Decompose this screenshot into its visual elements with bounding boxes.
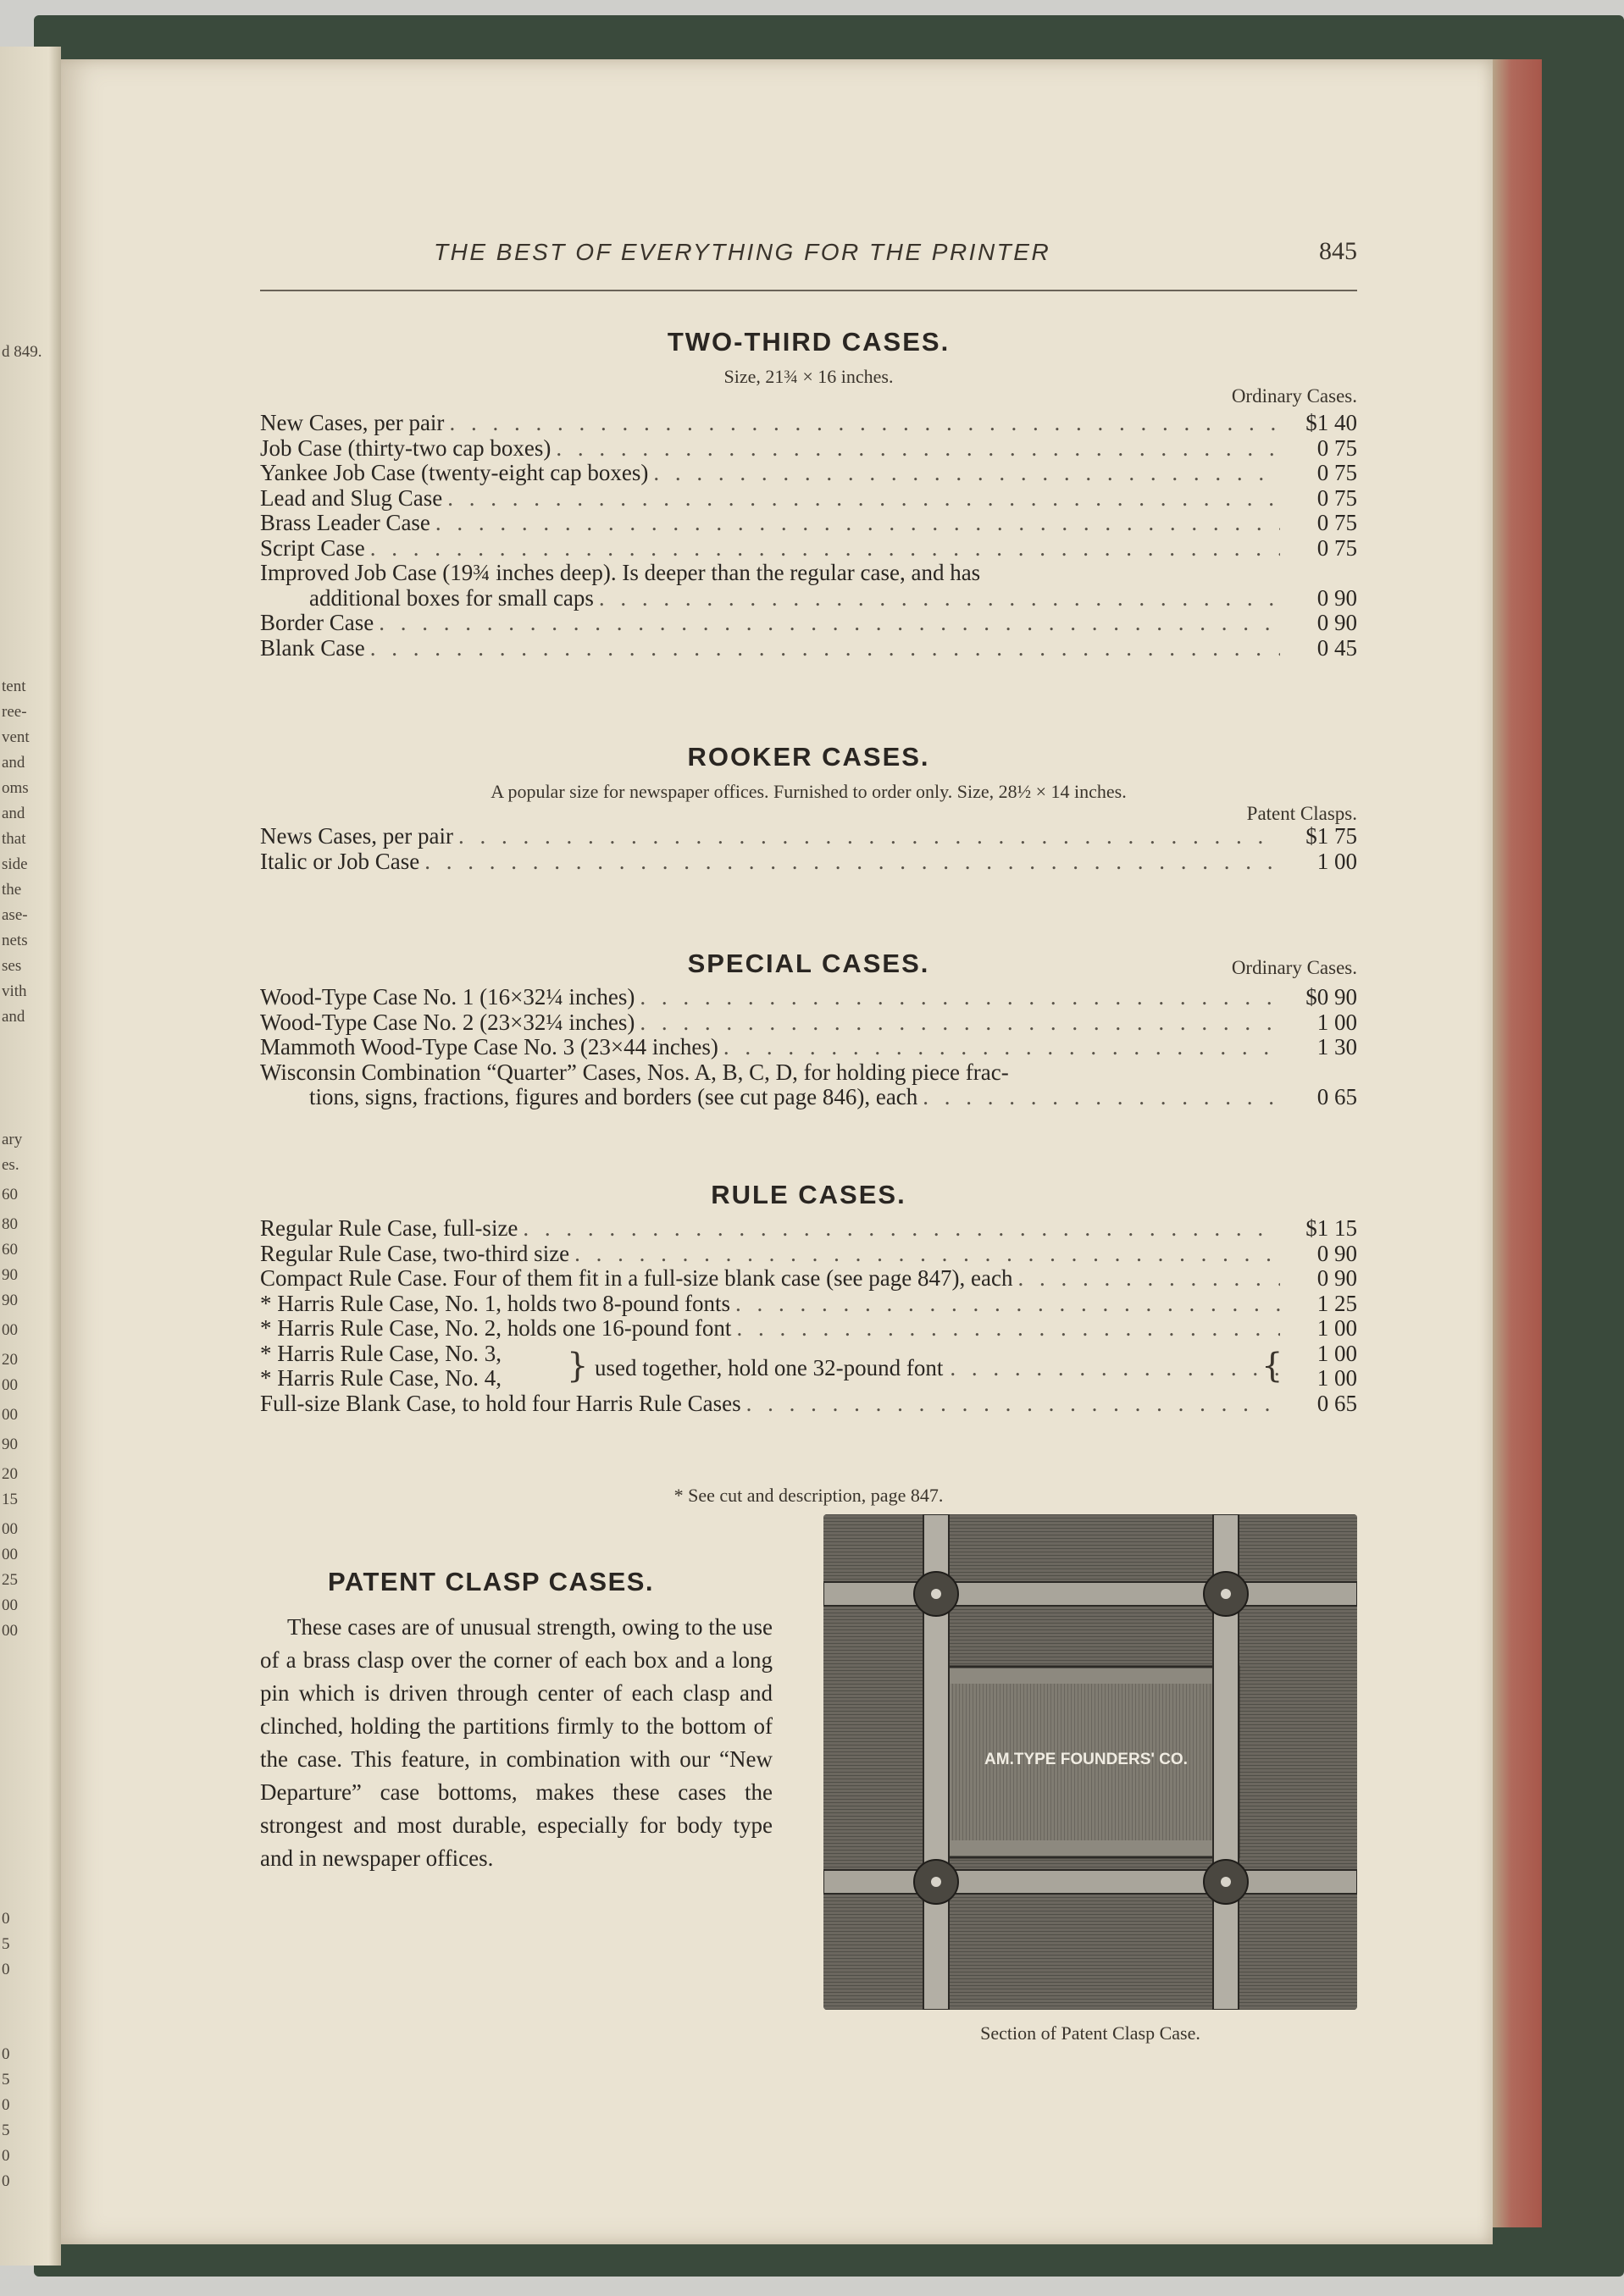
list-item	[260, 824, 1357, 849]
item-price: 0 45	[1316, 634, 1357, 661]
margin-fragment: 90	[2, 1436, 18, 1453]
item-label: additional boxes for small caps	[309, 584, 594, 611]
item-label: * Harris Rule Case, No. 4,	[260, 1365, 502, 1391]
list-item	[260, 1266, 1357, 1292]
item-label: Mammoth Wood-Type Case No. 3 (23×44 inches)	[260, 1034, 718, 1059]
list-item	[260, 461, 1357, 486]
two-third-size: Size, 21¾ × 16 inches.	[723, 366, 894, 387]
margin-fragment: vent	[2, 728, 30, 746]
item-label: Lead and Slug Case	[260, 484, 443, 511]
item-price: 1 00	[1316, 1340, 1357, 1366]
margin-fragment: 90	[2, 1292, 18, 1309]
section-title-special: SPECIAL CASES.	[687, 949, 930, 978]
book-page	[61, 59, 1493, 2244]
margin-fragment: vith	[2, 982, 27, 1000]
footnote: * See cut and description, page 847.	[673, 1485, 944, 1506]
shared-label: used together, hold one 32-pound font	[595, 1354, 944, 1380]
list-item	[260, 1242, 1357, 1267]
two-third-column-head: Ordinary Cases.	[1231, 385, 1357, 407]
margin-fragment: 20	[2, 1351, 18, 1369]
margin-fragment: ree-	[2, 703, 27, 721]
item-price: 0 75	[1316, 434, 1357, 461]
figure-label: AM.TYPE FOUNDERS' CO.	[984, 1751, 1188, 1768]
list-item	[260, 849, 1357, 875]
leader-dots	[923, 1085, 1280, 1110]
margin-fragment: 0	[2, 2172, 10, 2190]
two-third-list	[260, 411, 1357, 661]
item-label: Italic or Job Case	[260, 848, 420, 874]
leader-dots	[458, 824, 1280, 849]
item-price: 1 00	[1316, 848, 1357, 874]
item-label: Yankee Job Case (twenty-eight cap boxes)	[260, 460, 649, 485]
item-label: Compact Rule Case. Four of them fit in a full-size blank case (see page 847), each	[260, 1265, 1013, 1291]
item-label: Wood-Type Case No. 1 (16×32¼ inches)	[260, 984, 635, 1010]
item-price: 1 00	[1316, 1365, 1357, 1391]
margin-fragment: oms	[2, 779, 29, 797]
leader-dots	[599, 586, 1280, 611]
item-price: 0 65	[1316, 1084, 1357, 1109]
leader-dots	[556, 436, 1280, 462]
margin-fragment: 00	[2, 1376, 18, 1394]
margin-fragment: ses	[2, 957, 22, 975]
leader-dots	[449, 411, 1280, 436]
item-price: 0 90	[1316, 1240, 1357, 1266]
list-item	[260, 1010, 1357, 1036]
item-label: * Harris Rule Case, No. 3,	[260, 1340, 502, 1366]
rule-list	[260, 1216, 1357, 1416]
special-column-head: Ordinary Cases.	[1231, 957, 1357, 978]
margin-fragment: ase-	[2, 906, 28, 924]
item-label: Improved Job Case (19¾ inches deep). Is deeper than the regular case, and has	[260, 560, 981, 585]
margin-fragment: 00	[2, 1596, 18, 1614]
margin-fragment: 00	[2, 1321, 18, 1339]
item-label: Brass Leader Case	[260, 510, 430, 535]
leader-dots	[424, 849, 1280, 875]
margin-fragment: 5	[2, 2071, 10, 2089]
margin-fragment: 60	[2, 1186, 18, 1203]
item-price: 0 65	[1316, 1390, 1357, 1416]
margin-fragment: 00	[2, 1622, 18, 1640]
margin-fragment: and	[2, 805, 25, 822]
harris-shared-note	[595, 1355, 1285, 1381]
margin-fragment: nets	[2, 932, 28, 949]
leader-dots	[370, 636, 1280, 661]
list-item	[260, 1216, 1357, 1242]
list-item	[260, 985, 1357, 1010]
item-price: 0 90	[1316, 610, 1357, 635]
margin-fragment: d 849.	[2, 343, 42, 361]
leader-dots	[574, 1242, 1280, 1267]
leader-dots	[736, 1316, 1280, 1342]
margin-fragment: 0	[2, 2147, 10, 2165]
margin-fragment: that	[2, 830, 26, 848]
running-head	[260, 239, 1357, 291]
margin-fragment: and	[2, 1008, 25, 1026]
item-price: $1 15	[1305, 1215, 1357, 1241]
case-engraving	[823, 1514, 1357, 2010]
margin-fragment: and	[2, 754, 25, 772]
section-title-two-third: TWO-THIRD CASES.	[667, 327, 951, 357]
item-price: 1 30	[1316, 1034, 1357, 1059]
margin-fragment: side	[2, 855, 28, 873]
item-price: $1 75	[1305, 823, 1357, 849]
item-label: News Cases, per pair	[260, 823, 453, 849]
item-price: 0 90	[1316, 584, 1357, 611]
left-brace: }	[567, 1346, 589, 1386]
item-price: 0 75	[1316, 510, 1357, 535]
rooker-column-head: Patent Clasps.	[1246, 803, 1357, 824]
item-label: * Harris Rule Case, No. 2, holds one 16-pound font	[260, 1315, 732, 1341]
item-label: New Cases, per pair	[260, 410, 445, 435]
margin-fragment: 60	[2, 1241, 18, 1259]
leader-dots	[379, 611, 1280, 636]
margin-fragment: 0	[2, 1961, 10, 1978]
item-price: $1 40	[1305, 410, 1357, 435]
item-label: * Harris Rule Case, No. 1, holds two 8-pound fonts	[260, 1290, 730, 1316]
page-edge	[1491, 59, 1542, 2227]
list-item-continuation	[260, 586, 1357, 611]
list-item-continuation	[260, 1085, 1357, 1110]
leader-dots	[950, 1355, 1278, 1381]
margin-fragment: 00	[2, 1406, 18, 1424]
item-label: Job Case (thirty-two cap boxes)	[260, 434, 551, 461]
list-item	[260, 1060, 1357, 1086]
list-item	[260, 1035, 1357, 1060]
margin-fragment: the	[2, 881, 22, 899]
margin-fragment: 00	[2, 1546, 18, 1563]
item-price: 0 75	[1316, 484, 1357, 511]
leader-dots	[1017, 1266, 1280, 1292]
margin-fragment: 90	[2, 1266, 18, 1284]
item-label: Blank Case	[260, 634, 365, 661]
leader-dots	[735, 1292, 1280, 1317]
item-label: Wisconsin Combination “Quarter” Cases, Nos. A, B, C, D, for holding piece frac-	[260, 1059, 1009, 1085]
rooker-description: A popular size for newspaper offices. Furnished to order only. Size, 28½ × 14 inches.	[491, 781, 1127, 802]
margin-fragment: es.	[2, 1156, 19, 1174]
patent-clasp-case-illustration	[823, 1514, 1357, 2010]
item-label: Full-size Blank Case, to hold four Harris Rule Cases	[260, 1390, 741, 1416]
item-price: 1 25	[1316, 1290, 1357, 1316]
margin-fragment: tent	[2, 678, 26, 695]
list-item	[260, 1292, 1357, 1317]
item-price: 0 75	[1316, 534, 1357, 561]
patent-description: These cases are of unusual strength, owing to the use of a brass clasp over the corner of each box and a long pin which is driven through center of each clasp and clinched, holding the partitions firmly to the bottom of the case. This feature, in combination with our “New Departure” case bottoms, makes these cases the strongest and most durable, especially for body type and in newspaper offices.	[260, 1614, 773, 1871]
margin-fragment: 0	[2, 1910, 10, 1928]
margin-fragment: 00	[2, 1520, 18, 1538]
list-item	[260, 511, 1357, 536]
margin-fragment: 15	[2, 1491, 18, 1508]
item-price: 0 90	[1316, 1265, 1357, 1291]
list-item	[260, 1316, 1357, 1342]
leader-dots	[640, 985, 1280, 1010]
item-label: Wood-Type Case No. 2 (23×32¼ inches)	[260, 1009, 635, 1035]
leader-dots	[370, 536, 1280, 562]
right-brace: {	[1261, 1346, 1283, 1386]
item-price: 1 00	[1316, 1009, 1357, 1035]
margin-fragment: 0	[2, 2045, 10, 2063]
margin-fragment: 0	[2, 2096, 10, 2114]
margin-fragment: 25	[2, 1571, 18, 1589]
leader-dots	[653, 461, 1280, 486]
figure-caption: Section of Patent Clasp Case.	[980, 2022, 1200, 2044]
running-head-title: THE BEST OF EVERYTHING FOR THE PRINTER	[434, 239, 1051, 265]
leader-dots	[447, 486, 1280, 512]
list-item	[260, 611, 1357, 636]
margin-fragment: 5	[2, 1935, 10, 1953]
leader-dots	[435, 511, 1280, 536]
leader-dots	[723, 1035, 1280, 1060]
item-label: tions, signs, fractions, figures and borders (see cut page 846), each	[309, 1084, 918, 1109]
section-title-patent: PATENT CLASP CASES.	[328, 1567, 655, 1596]
margin-fragment: ary	[2, 1131, 23, 1148]
page-number: 845	[1319, 237, 1357, 265]
margin-fragment: 20	[2, 1465, 18, 1483]
margin-fragment: 80	[2, 1215, 18, 1233]
left-page-fragment	[0, 47, 61, 2266]
list-item	[260, 536, 1357, 562]
rooker-list	[260, 824, 1357, 874]
section-title-rooker: ROOKER CASES.	[687, 742, 930, 772]
item-label: Script Case	[260, 534, 365, 561]
list-item	[260, 411, 1357, 436]
special-list	[260, 985, 1357, 1110]
item-price: 1 00	[1316, 1315, 1357, 1341]
harris-pair	[260, 1342, 1357, 1391]
item-label: Border Case	[260, 610, 374, 635]
item-label: Regular Rule Case, full-size	[260, 1215, 518, 1241]
list-item	[260, 1391, 1357, 1417]
section-title-rule: RULE CASES.	[711, 1180, 906, 1209]
list-item	[260, 561, 1357, 586]
margin-fragment: 5	[2, 2122, 10, 2139]
list-item	[260, 636, 1357, 661]
leader-dots	[523, 1216, 1280, 1242]
item-label: Regular Rule Case, two-third size	[260, 1240, 570, 1266]
item-price: $0 90	[1305, 984, 1357, 1010]
item-price: 0 75	[1316, 460, 1357, 485]
leader-dots	[640, 1010, 1280, 1036]
list-item	[260, 486, 1357, 512]
leader-dots	[746, 1391, 1280, 1417]
list-item	[260, 436, 1357, 462]
